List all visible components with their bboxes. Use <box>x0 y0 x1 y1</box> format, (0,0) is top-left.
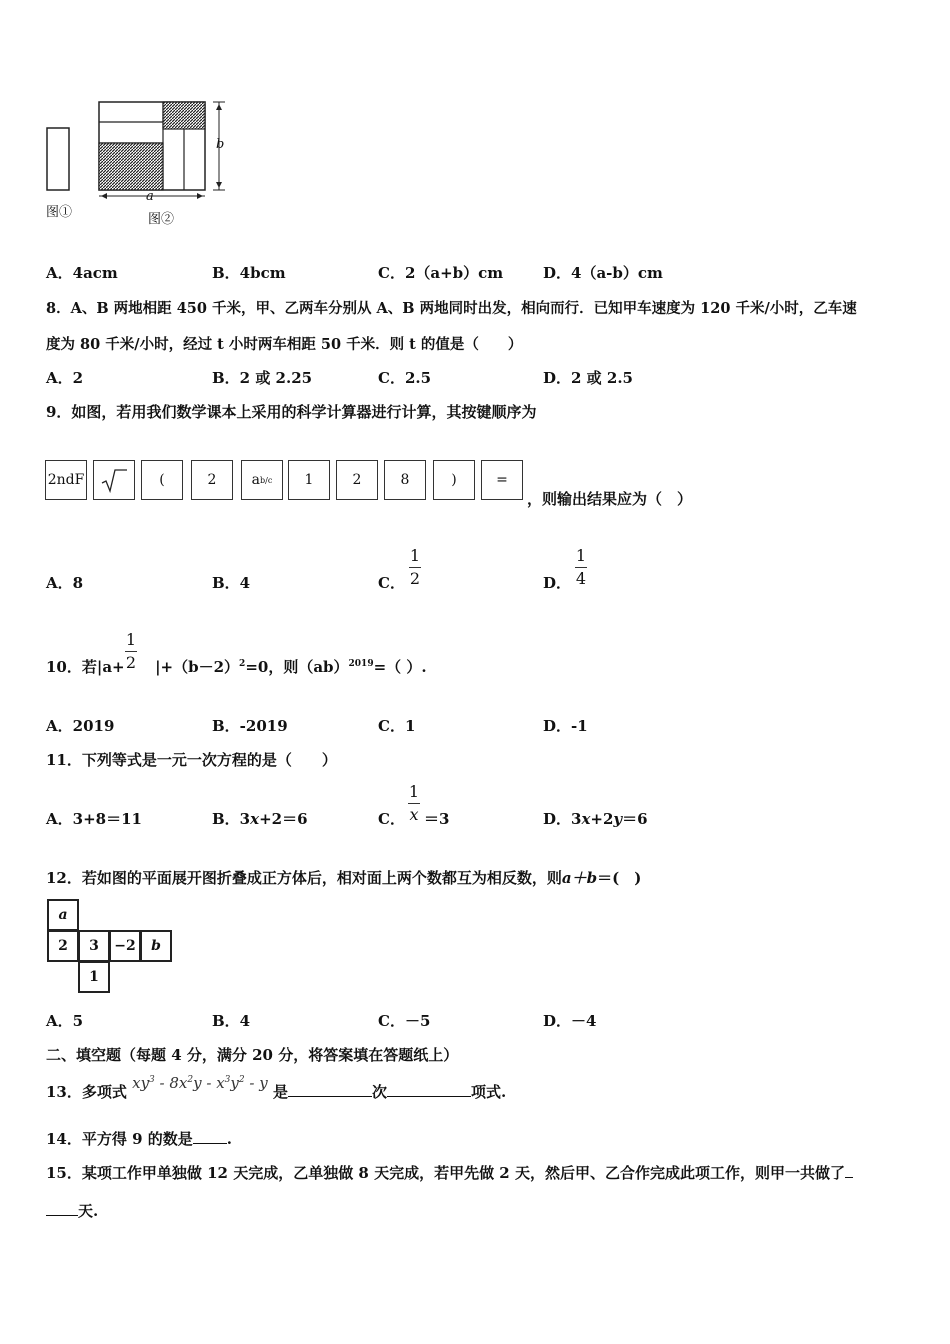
q15-line1: 15．某项工作甲单独做 12 天完成，乙单独做 8 天完成，若甲先做 2 天，然后甲、乙合作完成此项工作，则甲一共做了 <box>46 1164 845 1182</box>
q15-line2-post: 天. <box>78 1202 99 1220</box>
calc-key-8: 8 <box>384 460 426 500</box>
q11-b-var: x <box>250 810 260 828</box>
q7-option-b[interactable]: B．4bcm <box>212 264 286 282</box>
calc-key-open-paren: ( <box>141 460 183 500</box>
q8-stem-line2: 度为 80 千米/小时，经过 t 小时两车相距 50 千米．则 t 的值是（ ） <box>46 336 523 353</box>
hatched-bottom-left <box>99 143 163 190</box>
q9-frac-c-num: 1 <box>409 546 421 565</box>
q10-mid: |+（b－2） <box>155 658 240 676</box>
figure1-rect <box>47 128 69 190</box>
q7-option-d[interactable]: D．4（a-b）cm <box>543 264 663 282</box>
q9-frac-c-den: 2 <box>409 569 421 588</box>
calc-key-2: 2 <box>191 460 233 500</box>
q10-frac-num: 1 <box>125 630 137 649</box>
q11-frac-den: x <box>409 805 419 824</box>
q8-option-b[interactable]: B．2 或 2.25 <box>212 369 313 387</box>
q11-option-c-post: ＝3 <box>424 810 450 828</box>
net-cell-b: b <box>140 930 172 962</box>
q13-pre: 13．多项式 <box>46 1083 127 1101</box>
q9-option-b[interactable]: B．4 <box>212 574 251 592</box>
net-cell-1: 1 <box>78 961 110 993</box>
calc-key-abc-main: a <box>251 472 261 488</box>
net-cell-2: 2 <box>47 930 79 962</box>
q15-blank-a[interactable] <box>845 1177 853 1178</box>
net-cell-a: a <box>47 899 79 931</box>
q9-option-c[interactable]: C． <box>378 574 405 592</box>
q13-mid2: 次 <box>371 1083 387 1101</box>
q12-stem-post: ＝( ) <box>597 869 642 887</box>
q9-tail: ，则输出结果应为（ ） <box>527 490 693 508</box>
q9-option-d[interactable]: D． <box>543 574 572 592</box>
q10-stem <box>46 653 427 677</box>
q10-frac <box>125 631 137 672</box>
q15-stem-line1 <box>46 1162 853 1183</box>
q12-stem <box>46 867 641 888</box>
q10-option-d[interactable]: D．-1 <box>543 717 588 735</box>
q10-option-a[interactable]: A．2019 <box>46 717 115 735</box>
calc-key-abc-sup: b/c <box>260 475 273 485</box>
q9-stem: 9．如图，若用我们数学课本上采用的科学计算器进行计算，其按键顺序为 <box>46 403 537 421</box>
calc-key-abc <box>241 460 283 500</box>
q12-stem-text: 12．若如图的平面展开图折叠成正方体后，相对面上两个数都互为相反数，则 <box>46 869 562 887</box>
q8-option-c[interactable]: C．2.5 <box>378 369 432 387</box>
calc-key-1: 1 <box>288 460 330 500</box>
hatched-top-right <box>163 102 205 129</box>
q11-frac <box>408 783 420 824</box>
q8-option-d[interactable]: D．2 或 2.5 <box>543 369 633 387</box>
q11-d-y: y <box>613 810 623 828</box>
q12-option-a[interactable]: A．5 <box>46 1012 84 1030</box>
q10-exp2019: 2019 <box>348 659 374 669</box>
q11-d-pre: D．3 <box>543 810 582 828</box>
q11-option-d[interactable] <box>543 808 648 829</box>
figure1-label: 图① <box>46 205 73 220</box>
q13-blank2[interactable] <box>387 1096 471 1097</box>
q8-option-a[interactable]: A．2 <box>46 369 84 387</box>
q11-option-c[interactable]: C． <box>378 810 405 828</box>
q11-frac-num: 1 <box>408 782 420 801</box>
q10-frac-den: 2 <box>125 653 137 672</box>
q11-d-mid: +2 <box>590 810 614 828</box>
q13-polynomial: $xy^3 - 8x^2y - x^3y^2$ - y <box>132 1074 268 1092</box>
q14-post: . <box>226 1130 232 1148</box>
q11-option-b[interactable] <box>212 808 308 829</box>
figure2-label: 图② <box>148 212 175 227</box>
calc-key-2ndf: 2ndF <box>45 460 87 500</box>
calc-key-close-paren: ) <box>433 460 475 500</box>
calc-key-2b: 2 <box>336 460 378 500</box>
q10-post: =（ ）. <box>373 658 427 676</box>
q13-mid1: 是 <box>272 1083 288 1101</box>
q9-frac-d <box>575 547 587 588</box>
q12-option-b[interactable]: B．4 <box>212 1012 251 1030</box>
q9-option-a[interactable]: A．8 <box>46 574 84 592</box>
q9-frac-d-den: 4 <box>575 569 587 588</box>
q11-d-x: x <box>581 810 591 828</box>
q9-frac-d-num: 1 <box>575 546 587 565</box>
sqrt-icon <box>100 467 128 493</box>
calc-key-sqrt <box>93 460 135 500</box>
figure-q7 <box>40 95 240 230</box>
q7-option-c[interactable]: C．2（a+b）cm <box>378 264 504 282</box>
q14-blank[interactable] <box>193 1143 227 1144</box>
q11-b-post: +2＝6 <box>259 810 308 828</box>
q10-pre: 10．若|a+ <box>46 658 125 676</box>
dimension-a-label: a <box>146 189 154 204</box>
q11-option-a[interactable]: A．3+8＝11 <box>46 810 142 828</box>
q12-option-d[interactable]: D．－4 <box>543 1012 597 1030</box>
q12-stem-var: a＋b <box>561 869 598 887</box>
q10-option-b[interactable]: B．-2019 <box>212 717 288 735</box>
net-cell-3: 3 <box>78 930 110 962</box>
q14-stem <box>46 1128 232 1149</box>
q14-pre: 14．平方得 9 的数是 <box>46 1130 193 1148</box>
calc-key-equals: = <box>481 460 523 500</box>
q8-stem-line1: 8．A、B 两地相距 450 千米，甲、乙两车分别从 A、B 两地同时出发，相向而行．已知甲车速度为 120 千米/小时，乙车速 <box>46 300 857 317</box>
q13-blank1[interactable] <box>288 1096 372 1097</box>
section2-title: 二、填空题（每题 4 分，满分 20 分，将答案填在答题纸上） <box>46 1046 459 1064</box>
q15-blank-b[interactable] <box>46 1215 78 1216</box>
q10-option-c[interactable]: C．1 <box>378 717 416 735</box>
dimension-b-label: b <box>216 137 225 152</box>
q15-stem-line2 <box>46 1200 98 1221</box>
q9-frac-c <box>409 547 421 588</box>
q10-exp2: 2 <box>239 659 246 669</box>
q11-b-pre: B．3 <box>212 810 251 828</box>
q7-option-a[interactable]: A．4acm <box>46 264 118 282</box>
q11-stem: 11．下列等式是一元一次方程的是（ ） <box>46 751 337 769</box>
net-cell-neg2: −2 <box>109 930 141 962</box>
q11-d-post: ＝6 <box>622 810 648 828</box>
q10-mid2: =0，则（ab） <box>245 658 349 676</box>
q12-option-c[interactable]: C．－5 <box>378 1012 431 1030</box>
q13-stem <box>46 1074 507 1102</box>
q13-post: 项式. <box>470 1083 507 1101</box>
